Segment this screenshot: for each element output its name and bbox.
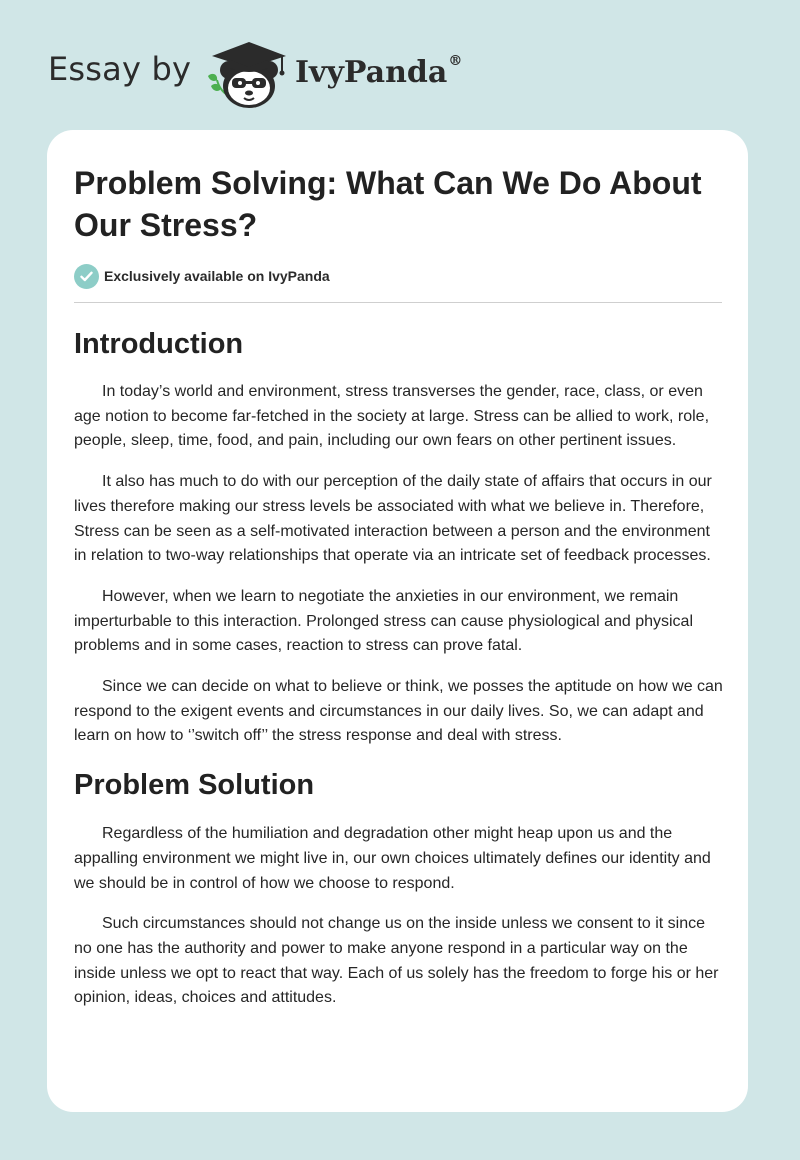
- exclusive-text: Exclusively available on IvyPanda: [104, 268, 330, 284]
- essay-body: [74, 324, 724, 1011]
- paragraph: It also has much to do with our perception of the daily state of affairs that occurs in our lives therefore making our stress levels be associated with what we believe in. Therefore, Stress can be seen as a self-motivated interaction between a person and the environment in relation to two-way relationships that operate via an intricate set of feedback processes.: [74, 473, 712, 565]
- trademark-symbol: ®: [448, 53, 463, 69]
- site-header: [48, 30, 548, 110]
- essay-by-label: Essay by: [48, 50, 192, 88]
- paragraph: Regardless of the humiliation and degradation other might heap upon us and the appalling environment we might live in, our own choices ultimately defines our identity and we should be in control of how we choose to respond.: [74, 825, 711, 892]
- essay-title: Problem Solving: What Can We Do About Our Stress?: [74, 165, 702, 243]
- section-heading-problem-solution: Problem Solution: [74, 769, 315, 802]
- check-circle-icon: [74, 264, 99, 289]
- exclusive-badge: [74, 262, 330, 290]
- divider: [74, 302, 722, 303]
- brand-name[interactable]: IvyPanda®: [295, 53, 463, 90]
- paragraph: Since we can decide on what to believe or think, we posses the aptitude on how we can respond to the exigent events and circumstances in our daily lives. So, we can adapt and learn on how to ‘’switch off’’ the stress response and deal with stress.: [74, 678, 723, 745]
- section-heading-introduction: Introduction: [74, 328, 244, 360]
- paragraph: Such circumstances should not change us on the inside unless we consent to it since no one has the authority and power to make anyone respond in a particular way on the inside unless we opt to react that way. Each of us solely has the freedom to forge his or her opinion, ideas, choices and attitudes.: [74, 915, 719, 1007]
- paragraph: In today’s world and environment, stress transverses the gender, race, class, or even age notion to become far-fetched in the society at large. Stress can be allied to work, role, people, sleep, time, food, and pain, including our own fears on other pertinent issues.: [74, 383, 710, 450]
- essay-card: [47, 130, 748, 1112]
- paragraph: However, when we learn to negotiate the anxieties in our environment, we remain imperturbable to this interaction. Prolonged stress can cause physiological and physical problems and in some cases, reaction to stress can prove fatal.: [74, 587, 694, 655]
- panda-graduate-icon: [202, 36, 292, 110]
